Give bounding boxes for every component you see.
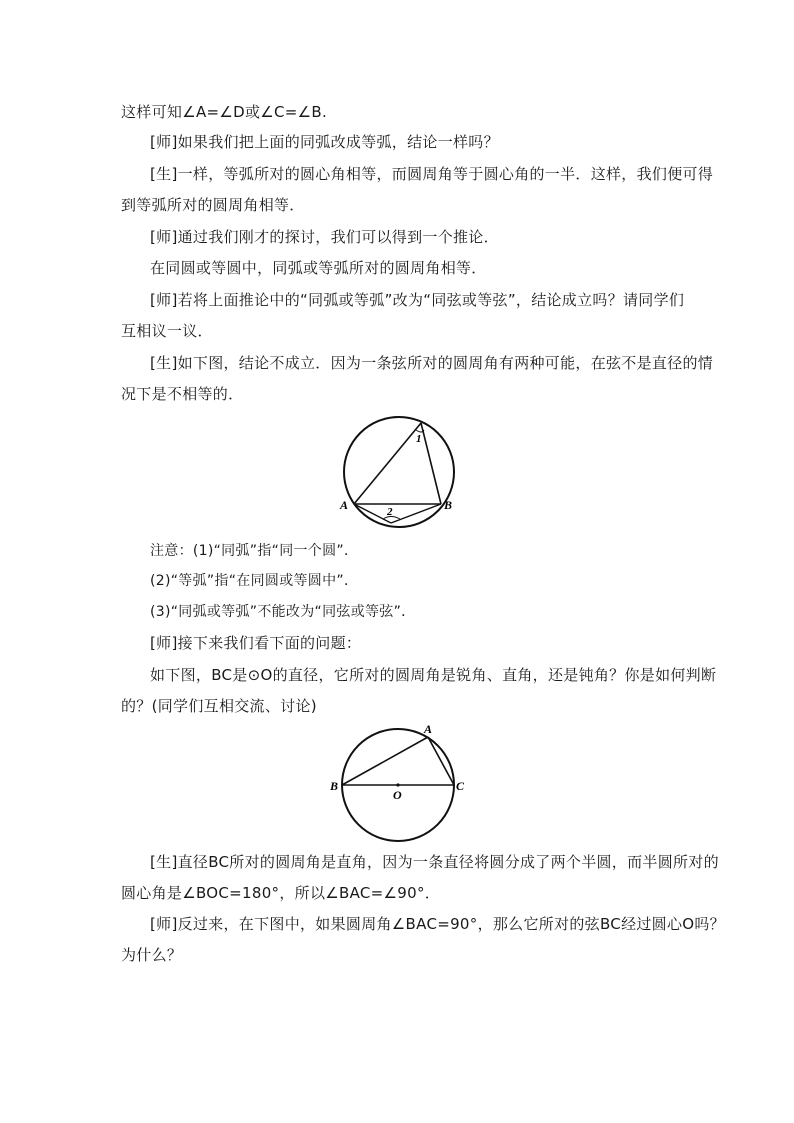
figure2-segment-AC: [428, 737, 454, 785]
note-3: (3)“同弧或等弧”不能改为“同弦或等弦”．: [150, 604, 416, 620]
paragraph-problem-line1: 如下图，BC是⊙O的直径，它所对的圆周角是锐角、直角，还是钝角？你是如何判断: [150, 666, 717, 684]
paragraph-student-answer-line2: 到等弧所对的圆周角相等．: [121, 196, 305, 214]
figure1-label-angle2: 2: [387, 506, 393, 518]
figure2-label-B: B: [330, 779, 339, 793]
note-2: (2)“等弧”指“在同圆或等圆中”．: [150, 573, 359, 589]
paragraph-student-chord-answer-line1: [生]如下图，结论不成立．因为一条弦所对的圆周角有两种可能，在弦不是直径的情: [150, 354, 714, 372]
paragraph-teacher-chord-question-line2: 互相议一议．: [121, 322, 213, 340]
figure1-label-angle1: 1: [416, 433, 422, 445]
figure1-segment-B-top: [421, 423, 441, 504]
paragraph-teacher-next-problem: [师]接下来我们看下面的问题：: [150, 634, 362, 652]
figure2-label-A: A: [424, 722, 433, 736]
paragraph-teacher-converse-line1: [师]反过来，在下图中，如果圆周角∠BAC=90°，那么它所对的弦BC经过圆心O吗？: [150, 915, 725, 933]
figure-inscribed-angles-chord: [336, 413, 466, 533]
paragraph-student-diameter-line2: 圆心角是∠BOC=180°，所以∠BAC=∠90°．: [121, 884, 441, 902]
figure1-segment-B-bottom: [391, 504, 441, 523]
paragraph-student-diameter-line1: [生]直径BC所对的圆周角是直角，因为一条直径将圆分成了两个半圆，而半圆所对的: [150, 853, 719, 871]
paragraph-conclusion: 这样可知∠A=∠D或∠C=∠B.: [121, 103, 328, 121]
paragraph-teacher-question: [师]如果我们把上面的同弧改成等弧，结论一样吗？: [150, 133, 499, 151]
figure1-label-A: A: [340, 498, 349, 512]
figure2-segment-BA: [342, 737, 428, 785]
figure1-label-B: B: [444, 498, 453, 512]
paragraph-student-chord-answer-line2: 况下是不相等的．: [121, 385, 244, 403]
paragraph-teacher-chord-question-line1: [师]若将上面推论中的“同弧或等弧”改为“同弦或等弦”，结论成立吗？请同学们: [150, 291, 685, 309]
figure2-center-point: [396, 783, 399, 786]
figure1-circle: [344, 417, 454, 527]
figure2-label-C: C: [456, 779, 465, 793]
paragraph-teacher-inference: [师]通过我们刚才的探讨，我们可以得到一个推论．: [150, 228, 499, 246]
figure-diameter-inscribed-angle: [328, 722, 468, 844]
figure1-segment-A-top: [354, 423, 421, 504]
paragraph-problem-line2: 的？(同学们互相交流、讨论): [121, 697, 317, 715]
figure2-label-O: O: [393, 788, 402, 802]
paragraph-corollary: 在同圆或等圆中，同弧或等弧所对的圆周角相等．: [150, 259, 487, 277]
paragraph-student-answer-line1: [生]一样，等弧所对的圆心角相等，而圆周角等于圆心角的一半．这样，我们便可得: [150, 165, 714, 183]
note-1: 注意：(1)“同弧”指“同一个圆”．: [150, 543, 359, 559]
paragraph-teacher-converse-line2: 为什么？: [121, 946, 183, 964]
